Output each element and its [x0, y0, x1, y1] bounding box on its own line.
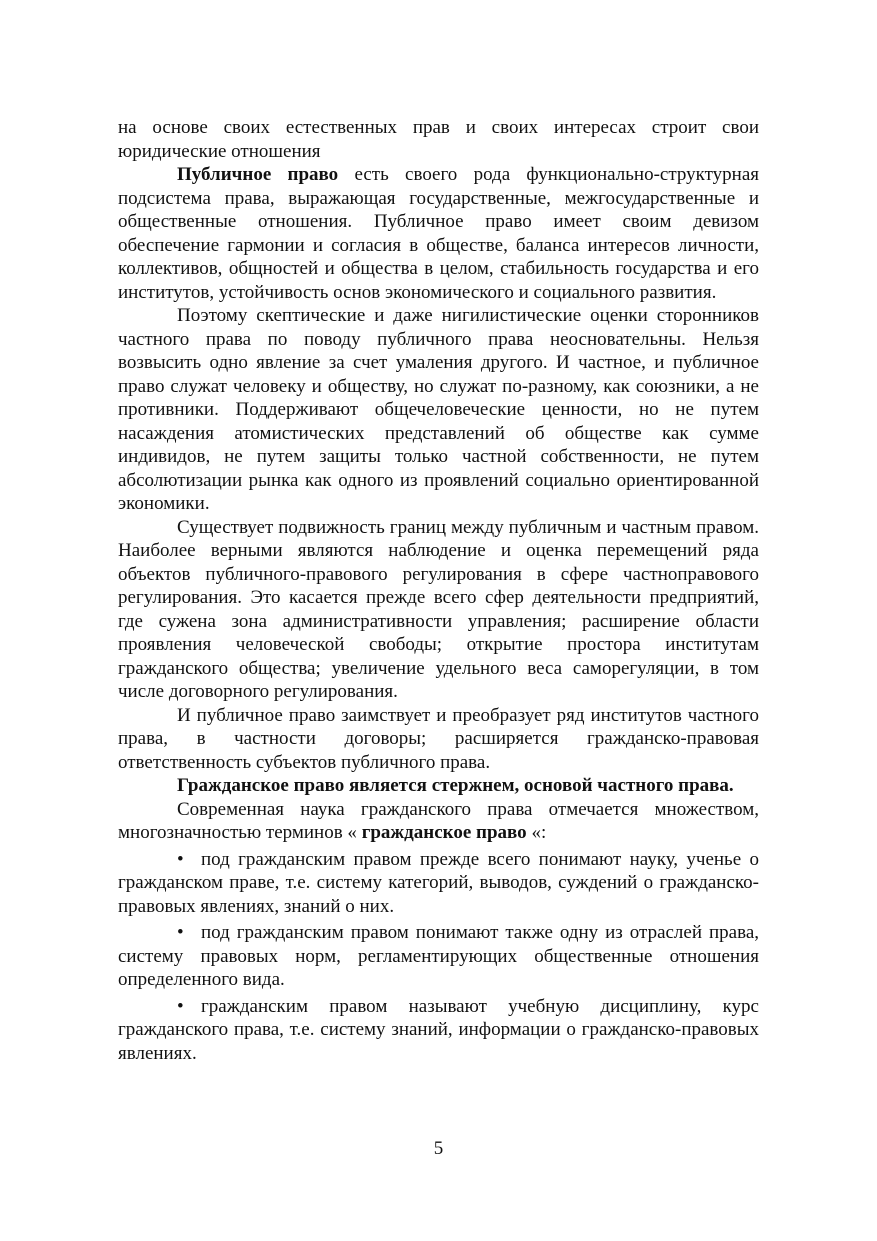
list-item: [118, 995, 759, 1066]
term-public-law: Публичное право: [177, 164, 339, 185]
list-item-text: под гражданским правом понимают также одну из отраслей права, систему правовых норм, регламентирующих общественные отношения определенного вида.: [118, 922, 759, 990]
term-civil-law: гражданское право: [361, 822, 527, 843]
paragraph-terms: [118, 798, 759, 845]
document-body: [118, 116, 759, 1065]
page-number: 5: [433, 1138, 444, 1159]
paragraph-borrowing-institutes: И публичное право заимствует и преобразует ряд институтов частного права, в частности договоры; расширяется гражданско-правовая ответственность субъектов публичного права.: [118, 704, 759, 773]
paragraph-public-law-definition: [118, 163, 759, 304]
paragraph-mobility-of-borders: Существует подвижность границ между публичным и частным правом. Наиболее верными являются наблюдение и оценка перемещений ряда объектов публичного-правового регулирования в сфере частноправового регулирования. Это касается прежде всего сфер деятельности предприятий, где сужена зона административности управления; расширение области проявления человеческой свободы; открытие простора институтам гражданского общества; увеличение удельного веса саморегуляции, в том числе договорного регулирования.: [118, 516, 759, 702]
paragraph-skeptical-views: Поэтому скептические и даже нигилистические оценки сторонников частного права по поводу публичного права неосновательны. Нельзя возвысить одно явление за счет умаления другого. И частное, и публичное право служат человеку и обществу, но служат по-разному, как союзники, а не противники. Поддерживают общечеловеческие ценности, но не путем насаждения атомистических представлений об обществе как сумме индивидов, не путем защиты только частной собственности, не путем абсолютизации рынка как одного из проявлений социально ориентированной экономики.: [118, 305, 759, 514]
heading-civil-law-core: Гражданское право является стержнем, основой частного права.: [177, 775, 734, 796]
list-item-text: гражданским правом называют учебную дисциплину, курс гражданского права, т.е. систему знаний, информации о гражданско-правовых явлениях.: [118, 995, 759, 1064]
paragraph-text: «:: [526, 822, 547, 843]
paragraph-continuation: на основе своих естественных прав и своих интересах строит свои юридические отношения: [118, 117, 759, 162]
paragraph-text: есть своего рода функционально-структурная подсистема права, выражающая государственные, межгосударственные и общественные отношения. Публичное право имеет своим девизом обеспечение гармонии и согласия в обществе, баланса интересов личности, коллективов, общностей и общества в целом, стабильность государства и его институтов, устойчивость основ экономического и социального развития.: [118, 164, 759, 303]
list-item: [118, 921, 759, 992]
list-item-text: под гражданским правом прежде всего понимают науку, ученье о гражданском праве, т.е. систему категорий, выводов, суждений о гражданско-правовых явлениях, знаний о них.: [118, 848, 759, 917]
bullet-icon: •: [177, 922, 184, 943]
bullet-icon: •: [177, 995, 184, 1017]
paragraph-text: Современная наука гражданского права отмечается множеством, многозначностью терминов «: [118, 798, 759, 843]
list-item: [118, 848, 759, 919]
bullet-icon: •: [177, 848, 184, 870]
